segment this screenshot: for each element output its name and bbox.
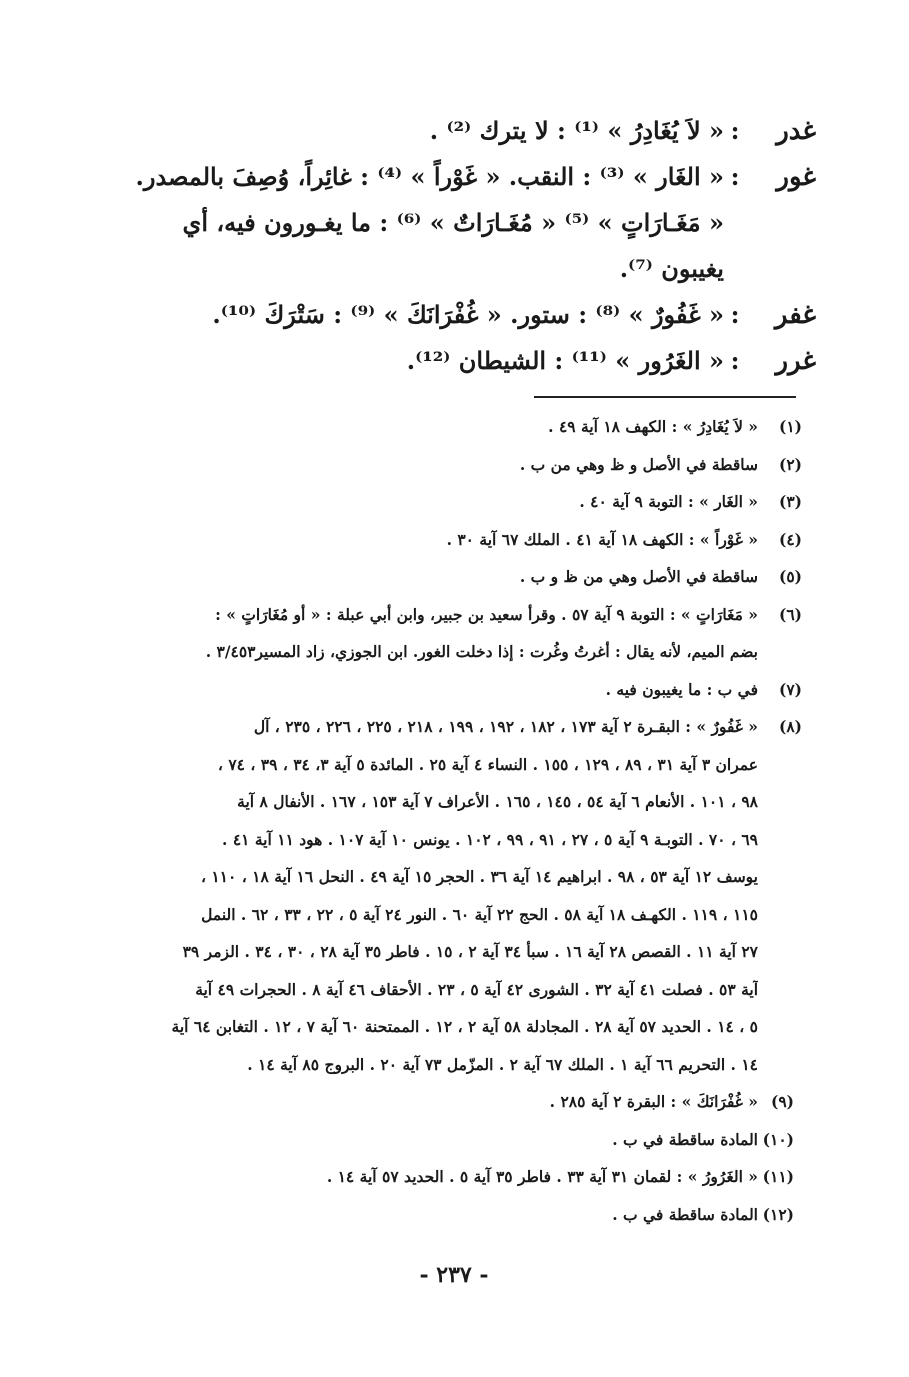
footnote-line: « الغَار » : التوبة ٩ آية ٤٠ . xyxy=(579,492,758,511)
entry-colon: : xyxy=(730,346,740,375)
footnote-number: (٨) xyxy=(778,717,802,736)
footnote-line: ١١٥ ، ١١٩ . الكهـف ١٨ آية ٥٨ . الحج ٢٢ آية ٦٠ . النور ٢٤ آية ٥ ، ٢٢ ، ٣٣ ، ٦٢ . النمل xyxy=(201,904,758,924)
footnote-line: « غَوْراً » : الكهف ١٨ آية ٤١ . الملك ٦٧ آية ٣٠ . xyxy=(446,529,758,549)
footnote-line: المادة ساقطة في ب . xyxy=(612,1129,758,1149)
footnote-text xyxy=(120,1083,758,1121)
footnote-text xyxy=(120,708,758,1083)
page-number: - ٢٣٧ - xyxy=(419,1262,489,1288)
footnote-text xyxy=(120,671,758,709)
footnote-line: آية ٥٣ . فصلت ٤١ آية ٣٢ . الشورى ٤٢ آية ٥ ، ٢٣ . الأحقاف ٤٦ آية ٨ . الحجرات ٤٩ آية xyxy=(195,979,758,999)
footnote xyxy=(120,521,802,559)
entry-colon: : xyxy=(730,116,740,145)
footnote-line: ساقطة في الأصل و ظ وهي من ب . xyxy=(519,454,758,474)
entry-line: « الغَار » ⁽³⁾ : النقب. « غَوْراً » ⁽⁴⁾ : غائِراً، وُصِفَ بالمصدر. xyxy=(135,162,724,191)
entry-line: « مَغَـارَاتٍ » ⁽⁵⁾ « مُغَـارَاتٌ » ⁽⁶⁾ : ما يغـورون فيه، أي xyxy=(182,208,724,237)
footnote-line: « غُفْرَانَكَ » : البقرة ٢ آية ٢٨٥ . xyxy=(549,1092,758,1111)
entry-line: « الغَرُور » ⁽¹¹⁾ : الشيطان ⁽¹²⁾. xyxy=(406,346,724,375)
footnote-number: (١١) xyxy=(762,1167,794,1186)
footnote xyxy=(120,708,802,1083)
footnote-text xyxy=(120,446,758,484)
footnote xyxy=(120,408,802,446)
footnote-number: (١٢) xyxy=(762,1204,794,1224)
footnote-text xyxy=(120,408,758,446)
footnote-line: « الغَرُورُ » : لقمان ٣١ آية ٣٣ . فاطر ٣٥ آية ٥ . الحديد ٥٧ آية ١٤ . xyxy=(326,1167,758,1186)
footnote-number: (٧) xyxy=(778,679,802,699)
entry-colon: : xyxy=(730,300,740,329)
footnote-line: عمران ٣ آية ٣١ ، ٨٩ ، ١٢٩ ، ١٥٥ . النساء ٤ آية ٢٥ . المائدة ٥ آية ٣، ٣٤ ، ٣٩ ، ٧٤ ، xyxy=(217,754,758,774)
footnote-separator xyxy=(534,396,796,398)
footnote-line: ٩٨ ، ١٠١ . الأنعام ٦ آية ٥٤ ، ١٤٥ ، ١٦٥ . الأعراف ٧ آية ١٥٣ ، ١٦٧ . الأنفال ٨ آية xyxy=(237,792,758,811)
footnote-number: (٣) xyxy=(778,492,802,511)
entry-colon: : xyxy=(730,162,740,191)
footnote-line: بضم الميم، لأنه يقال : أغرتُ وغُرت : إذا دخلت الغور. ابن الجوزي، زاد المسير٣/٤٥٣ . xyxy=(205,642,758,661)
footnote xyxy=(120,446,802,484)
footnote-line: في ب : ما يغيبون فيه . xyxy=(605,679,758,699)
footnote-text xyxy=(120,1196,758,1234)
footnote xyxy=(120,483,802,521)
entry-body xyxy=(118,292,724,338)
footnote-text xyxy=(120,558,758,596)
footnote-number: (٩) xyxy=(770,1092,794,1111)
footnote-line: المادة ساقطة في ب . xyxy=(612,1204,758,1224)
entry-ghafar xyxy=(118,292,816,338)
footnote xyxy=(120,671,802,709)
entry-ghadar xyxy=(118,108,816,154)
entry-gharar xyxy=(118,338,816,384)
footnote xyxy=(120,1158,802,1196)
entry-body xyxy=(118,154,724,292)
footnote-line: ٦٩ ، ٧٠ . التوبـة ٩ آية ٥ ، ٢٧ ، ٩١ ، ٩٩ ، ١٠٢ . يونس ١٠ آية ١٠٧ . هود ١١ آية ٤١ . xyxy=(222,829,758,849)
footnote-line: ٥ ، ١٤ . الحديد ٥٧ آية ٢٨ . المجادلة ٥٨ آية ٢ ، ١٢ . الممتحنة ٦٠ آية ٧ ، ١٢ . التغابن ٦٤ آية xyxy=(171,1017,758,1036)
entry-root: غفر xyxy=(774,300,816,330)
entry-body xyxy=(118,338,724,384)
entry-ghawr xyxy=(118,154,816,292)
footnote-line: « لاَ يُغَادِرُ » : الكهف ١٨ آية ٤٩ . xyxy=(548,417,758,436)
footnote xyxy=(120,1121,802,1159)
entry-line: « غَفُورٌ » ⁽⁸⁾ : ستور. « غُفْرَانَكَ » ⁽⁹⁾ : سَتْرَكَ ⁽¹⁰⁾. xyxy=(212,300,724,329)
footnote-text xyxy=(120,596,758,671)
footnote xyxy=(120,596,802,671)
footnote-line: ٢٧ آية ١١ . القصص ٢٨ آية ١٦ . سبأ ٣٤ آية ٢ ، ١٥ . فاطر ٣٥ آية ٢٨ ، ٣٠ ، ٣٤ . الزمر ٣٩ xyxy=(182,942,758,961)
footnote-line: « غَفُورٌ » : البقـرة ٢ آية ١٧٣ ، ١٨٢ ، ١٩٢ ، ١٩٩ ، ٢١٨ ، ٢٢٥ ، ٢٢٦ ، ٢٣٥ ، آل xyxy=(253,717,758,736)
entry-line: يغيبون ⁽⁷⁾. xyxy=(619,254,724,283)
footnote xyxy=(120,558,802,596)
entry-root: غدر xyxy=(776,116,816,146)
entry-body xyxy=(118,108,724,154)
footnote-text xyxy=(120,483,758,521)
footnote xyxy=(120,1196,802,1234)
footnote-line: « مَغَارَاتٍ » : التوبة ٩ آية ٥٧ . وقرأ سعيد بن جبير، وابن أبي عبلة : « أو مُغَارَاتٍ » : xyxy=(215,604,758,624)
footnote-text xyxy=(120,1121,758,1159)
footnote-number: (٢) xyxy=(778,454,802,474)
footnote-text xyxy=(120,521,758,559)
entry-line: « لاَ يُغَادِرُ » ⁽¹⁾ : لا يترك ⁽²⁾ . xyxy=(429,116,724,145)
entry-root: غور xyxy=(776,162,816,192)
footnote-line: ساقطة في الأصل وهي من ظ و ب . xyxy=(519,567,758,586)
footnotes xyxy=(120,408,802,1233)
footnote-text xyxy=(120,1158,758,1196)
footnote-line: ١٤ . التحريم ٦٦ آية ١ . الملك ٦٧ آية ٢ . المزّمل ٧٣ آية ٢٠ . البروج ٨٥ آية ١٤ . xyxy=(247,1054,758,1074)
entry-root: غرر xyxy=(775,346,816,376)
footnote-line: يوسف ١٢ آية ٥٣ ، ٩٨ . ابراهيم ١٤ آية ٣٦ . الحجر ١٥ آية ٤٩ . النحل ١٦ آية ١٨ ، ١١٠ ، xyxy=(200,867,758,886)
footnote-number: (٤) xyxy=(778,529,802,549)
dictionary-entries xyxy=(118,108,816,384)
footnote-number: (٥) xyxy=(778,567,802,586)
footnote-number: (٦) xyxy=(778,604,802,624)
footnote-number: (١٠) xyxy=(762,1129,794,1149)
footnote xyxy=(120,1083,802,1121)
footnote-number: (١) xyxy=(778,417,802,436)
